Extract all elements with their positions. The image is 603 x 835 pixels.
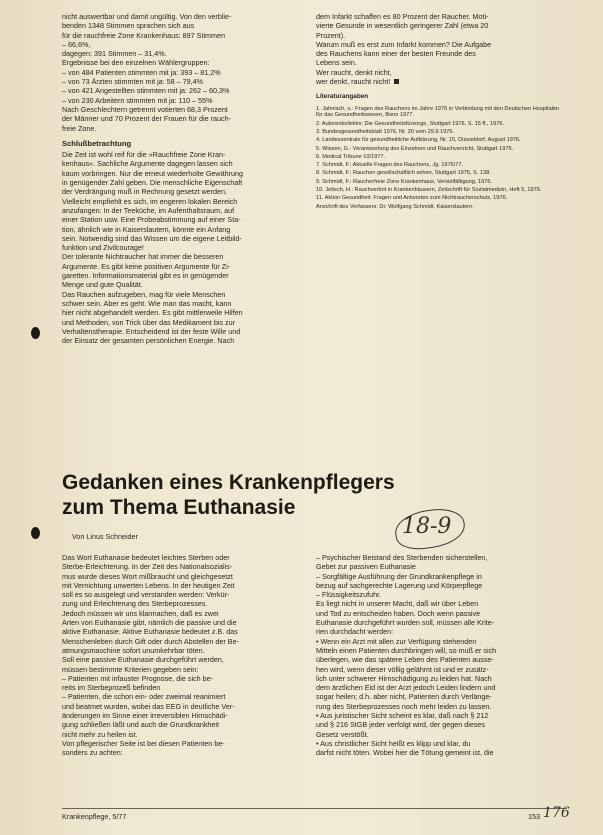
reference-item: 2. Autorenkollektiv: Die Gesundheitsfürsorge, Stuttgart 1976, S. 15 ff., 1976.: [316, 120, 505, 127]
text-line: rung des Sterbeprozesses noch mehr leiden zu lassen.: [316, 701, 492, 711]
text-line: müssen bestimmte Kriterien gegeben sein:: [62, 664, 199, 674]
text-line: wer denkt, raucht nicht!: [316, 77, 566, 86]
text-line: Sterbe-Erleichterung. In der Zeit des Nationalsozialis-: [62, 562, 233, 572]
reference-item: 11. Aktion Gesundheit: Fragen und Antworten zum Nichtraucherschutz, 1976.: [316, 195, 508, 202]
reference-item: 5. Wissen, G.: Verantwortung des Einzelnen und Rauchverzicht, Stuttgart 1975.: [316, 145, 514, 152]
text-line: Euthanasie durchgeführt wurden soll, müssen alle Krite-: [316, 618, 495, 628]
section-heading: Schlußbetrachtung: [62, 138, 132, 148]
text-line: – von 421 Angestellten stimmten mit ja: 262 – 60,3%: [62, 86, 230, 96]
punch-hole: [31, 527, 40, 539]
text-line: hier nicht abgehandelt werden. Es gibt mittlerweile Hilfen: [62, 308, 243, 318]
text-line: und beatmet wurden, wobei das EEG in deutliche Ver-: [62, 701, 235, 711]
text-line: • Aus christlicher Sicht heißt es klipp und klar, du: [316, 738, 471, 748]
text-line: – Patienten, die schon ein- oder zweimal reanimiert: [62, 692, 226, 702]
text-line: • Wenn ein Arzt mit allen zur Verfügung stehenden: [316, 636, 477, 646]
text-line: änderungen im Sinne einer irreversiblen Hirnschädi-: [62, 711, 228, 721]
text-line: – von 73 Ärzten stimmten mit ja: 58 – 79,4%: [62, 77, 204, 87]
footer-journal: Krankenpflege, 5/77: [62, 812, 127, 821]
footer-rule: [62, 808, 567, 809]
text-line: Ergebnisse bei den einzelnen Wählergruppen:: [62, 58, 210, 68]
text-line: – Flüssigkeitszufuhr.: [316, 590, 382, 600]
text-line: funktion und Zivilcourage!: [62, 243, 144, 253]
text-line: benden 1348 Stimmen sprachen sich aus: [62, 21, 195, 31]
text-line: Von pflegerischer Seite ist bei diesen Patienten be-: [62, 738, 225, 748]
text-line: Vielleicht empfiehlt es sich, im engeren lokalen Bereich: [62, 196, 238, 206]
reference-item: 8. Schmidt, F.: Rauchen gesellschaftlich sehen, Stuttgart 1975, S. 138.: [316, 170, 491, 177]
text-line: sogar heilen; d.h. aber nicht, Patienten durch Verlänge-: [316, 692, 492, 702]
right-column: [316, 12, 566, 212]
reference-item: 1. Jahnisch, u.: Fragen des Rauchens im Jahre 1976 in Verbindung mit den Deutschen Hospitalen für das Gesundheitswesen, Bonn 1977.: [316, 105, 560, 119]
text-line: bezug auf sachgerechte Lagerung und Körperpflege: [316, 580, 483, 590]
text-line: der Männer und 70 Prozent der Frauen für die rauch-: [62, 114, 232, 124]
text-line: – von 484 Patienten stimmten mit ja: 393 – 81,2%: [62, 67, 221, 77]
text-line: • Aus juristischer Sicht scheint es klar, daß nach § 212: [316, 711, 489, 721]
text-line: Gebet zur passiven Euthanasie: [316, 562, 416, 572]
reference-item: 3. Bundesgesundheitsblatt 1976, Nr. 20 vom 29.9.1976.: [316, 128, 455, 135]
text-line: des Rauchens kann einer der besten Freunde des: [316, 49, 476, 59]
text-line: Arten von Euthanasie gibt, nämlich die passive und die: [62, 618, 237, 628]
text-line: kaum vorbringen. Nur die erneut wiederholte Gewährung: [62, 168, 243, 178]
text-line: vierte Gesunde in wesentlich geringerer Zahl (etwa 20: [316, 21, 489, 31]
text-line: kenhaus«. Sachliche Argumente dagegen lassen sich: [62, 159, 233, 169]
left-column-body: [62, 150, 302, 345]
text-line: atmungsmaschine sofort unumkehrbar töten.: [62, 645, 205, 655]
text-line: nicht mehr zu heilen ist.: [62, 729, 138, 739]
text-line: Gesetz verstößt.: [316, 729, 369, 739]
text-line: einer Station usw. Eine Probeabstimmung auf einer Sta-: [62, 215, 241, 225]
references-heading: Literaturangaben: [316, 93, 369, 101]
text-line: aktive Euthanasie. Aktive Euthanasie bedeutet z.B. das: [62, 627, 238, 637]
text-line: – Patienten mit infauster Prognose, die sich be-: [62, 673, 214, 683]
text-line: in genügender Zahl geben. Die menschliche Eigenschaft: [62, 178, 243, 188]
text-line: Warum muß es erst zum Infarkt kommen? Die Aufgabe: [316, 39, 492, 49]
text-line: Die Zeit ist wohl reif für die »Rauchfreie Zone Kran-: [62, 150, 226, 160]
text-line: mus wurde dieses Wort mißbraucht und gleichgesetzt: [62, 571, 233, 581]
text-line: zung und Erleichterung des Sterbeprozesses.: [62, 599, 208, 609]
text-line: sein. Notwendig sind das Wissen um die eigene Leitbild-: [62, 233, 242, 243]
text-line: schwer sein. Aber es geht. Wie man das macht, kann: [62, 298, 232, 308]
article-body-right: [316, 553, 566, 758]
text-line: Argumente. Es gibt keine positiven Argumente für Zi-: [62, 261, 231, 271]
text-line: rien durchdacht werden:: [316, 627, 394, 637]
text-line: – 66,6%,: [62, 39, 91, 49]
end-square: [394, 79, 399, 84]
text-line: – Sorgfältige Ausführung der Grundkrankenpflege in: [316, 571, 482, 581]
text-line: dagegen: 391 Stimmen – 31,4%.: [62, 49, 167, 59]
text-line: Der tolerante Nichtraucher hat immer die besseren: [62, 252, 224, 262]
footer-handwritten-number: 176: [543, 805, 570, 821]
text-line: Mitteln einen Patienten durchbringen will, so muß er sich: [316, 645, 497, 655]
reference-item: Anschrift des Verfassers: Dr. Wolfgang Schmidt, Kaiserslautern.: [316, 203, 474, 210]
right-column-intro: [316, 12, 566, 86]
footer-page-number: 153: [528, 812, 540, 821]
reference-item: 9. Schmidt, F.: Raucherfreie Zone Krankenhaus, Vervielfältigung, 1976.: [316, 178, 492, 185]
text-line: garetten. Informationsmaterial gibt es in genügender: [62, 271, 229, 281]
text-line: reits im Sterbeprozeß befinden: [62, 683, 161, 693]
text-line: Wer raucht, denkt nicht,: [316, 67, 392, 77]
text-line: Lebens sein.: [316, 58, 357, 68]
text-line: anzufangen: In der Teeküche, im Aufenthaltsraum, auf: [62, 205, 235, 215]
text-line: für die rauchfreie Zone Krankenhaus: 897 Stimmen: [62, 30, 226, 40]
handwritten-mark: 18-9: [402, 514, 452, 539]
reference-item: 10. Jeltsch, H.: Rauchverbot in Krankenhäusern, Zeitschrift für Sozialmedizin, Heft 5, 1976.: [316, 187, 542, 194]
references-list: [316, 106, 566, 211]
text-line: und § 216 StGB jeder verfolgt wird, der gegen dieses: [316, 720, 486, 730]
left-column-intro: [62, 12, 302, 133]
text-line: dem ärztlichen Eid ist der Arzt jedoch Leiden lindern und: [316, 683, 496, 693]
text-line: Soll eine passive Euthanasie durchgeführt werden,: [62, 655, 224, 665]
text-line: nicht auswertbar und damit ungültig. Von den verblie-: [62, 12, 232, 21]
article-author: Von Linus Schneider: [72, 532, 138, 541]
text-line: Es liegt nicht in unserer Macht, daß wir über Leben: [316, 599, 479, 609]
left-column: [62, 12, 302, 345]
text-line: – Psychischer Beistand des Sterbenden sicherstellen,: [316, 553, 488, 562]
text-line: darfst nicht töten. Wobei hier die Tötung gemeint ist, die: [316, 748, 494, 758]
text-line: gung schließen läßt und auch die Grundkrankheit: [62, 720, 220, 730]
text-line: Prozent).: [316, 30, 346, 40]
text-line: Verhaltenstherapie. Entscheidend ist der feste Wille und: [62, 326, 241, 336]
text-line: mit Vernichtung unwerten Lebens. In der heutigen Zeit: [62, 580, 235, 590]
text-line: sonders zu achten:: [62, 748, 123, 758]
article-body-left: [62, 553, 302, 758]
punch-hole: [31, 327, 40, 339]
text-line: tion, ähnlich wie in Kaiserslautern, könnte ein Anfang: [62, 224, 231, 234]
text-line: und Methoden, von Trick über das Medikament bis zur: [62, 317, 235, 327]
reference-item: 4. Landeszentrale für gesundheitliche Aufklärung, Nr. 15, Düsseldorf, August 1976.: [316, 137, 521, 144]
text-line: und Tod zu entscheiden haben. Doch wenn passive: [316, 608, 481, 618]
text-line: – von 230 Arbeitern stimmten mit ja: 110 – 55%: [62, 95, 213, 105]
text-line: Menge und gute Qualität.: [62, 280, 143, 290]
text-line: Menschenleben durch Gift oder durch Abstellen der Be-: [62, 636, 239, 646]
text-line: lich unter schwerer Hirnschädigung zu leiden hat. Nach: [316, 673, 492, 683]
text-line: Das Wort Euthanasie bedeutet leichtes Sterben oder: [62, 553, 230, 562]
text-line: Das Rauchen aufzugeben, mag für viele Menschen: [62, 289, 226, 299]
article-title: Gedanken eines Krankenpflegers zum Thema Euthanasie: [62, 471, 395, 519]
text-line: Nach Geschlechtern getrennt votierten 68,3 Prozent: [62, 104, 228, 114]
text-line: der Verdrängung muß in Rechnung gesetzt werden.: [62, 187, 228, 197]
reference-item: 7. Schmidt, F.: Aktuelle Fragen des Rauchens, Jg. 1976/77.: [316, 162, 464, 169]
reference-item: 6. Medical Tribune 10/1977.: [316, 153, 386, 160]
text-line: dem Infarkt schaffen es 80 Prozent der Raucher. Moti-: [316, 12, 489, 21]
text-line: freie Zone.: [62, 123, 97, 133]
text-line: Jedoch müssen wir uns klarmachen, daß es zwei: [62, 608, 219, 618]
text-line: der Einsatz der gesamten persönlichen Energie. Nach: [62, 336, 235, 346]
text-line: überlegen, wie das spätere Leben des Patienten ausse-: [316, 655, 494, 665]
text-line: soll es so ausgelegt und verstanden werden: Verkür-: [62, 590, 230, 600]
text-line: hen wird, wenn dieser völlig gelähmt ist und er zusätz-: [316, 664, 489, 674]
